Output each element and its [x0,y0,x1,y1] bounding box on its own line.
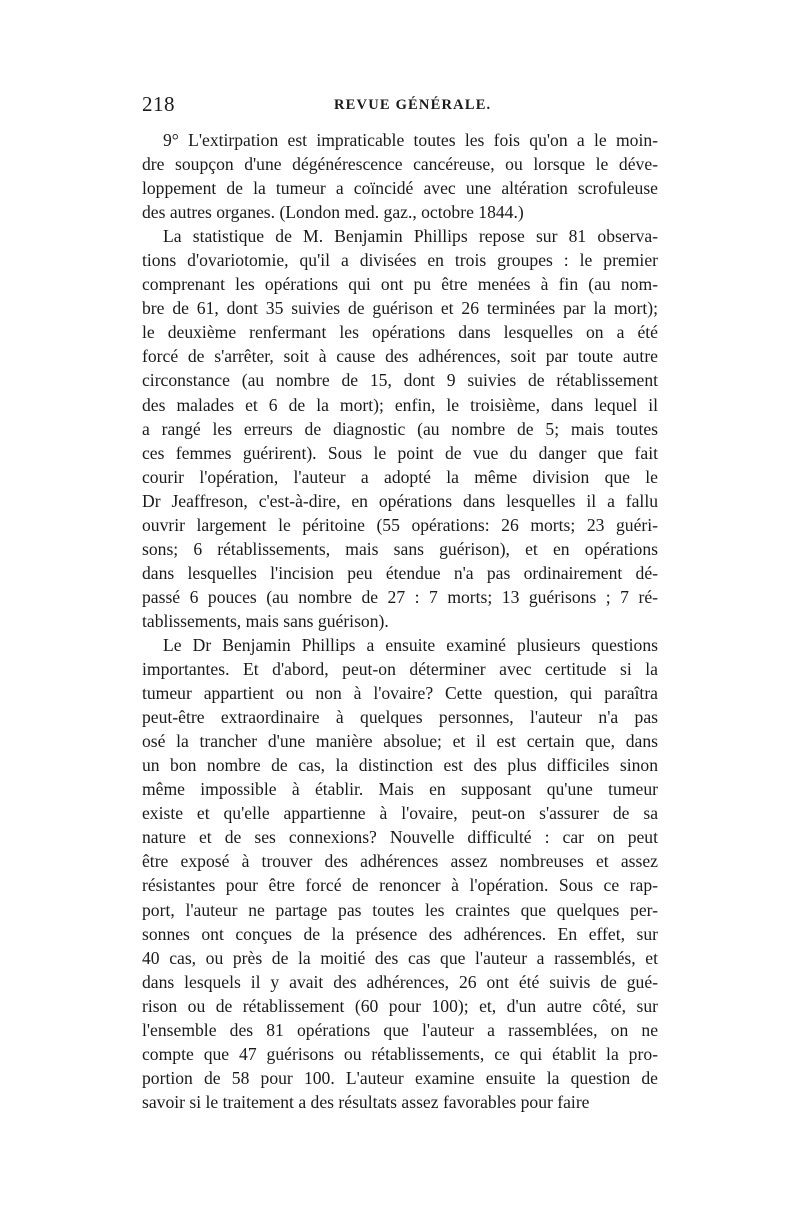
text-line: des autres organes. (London med. gaz., octobre 1844.) [142,202,524,223]
text-line: ces femmes guérirent). Sous le point de vue du danger que fait [142,442,658,463]
paragraph [142,633,658,1114]
text-line: forcé de s'arrêter, soit à cause des adhérences, soit par toute autre [142,346,658,367]
text-line: existe et qu'elle appartienne à l'ovaire, peut-on s'assurer de sa [142,803,658,824]
running-head: REVUE GÉNÉRALE. [334,97,492,113]
text-line: a rangé les erreurs de diagnostic (au nombre de 5; mais toutes [142,418,658,439]
text-line: osé la trancher d'une manière absolue; et il est certain que, dans [142,731,658,752]
text-line: port, l'auteur ne partage pas toutes les craintes que quelques per- [142,899,658,920]
text-line: comprenant les opérations qui ont pu être menées à fin (au nom- [142,274,658,295]
text-line: résistantes pour être forcé de renoncer à l'opération. Sous ce rap- [142,875,658,896]
text-line: des malades et 6 de la mort); enfin, le troisième, dans lequel il [142,394,658,415]
text-line: tions d'ovariotomie, qu'il a divisées en trois groupes : le premier [142,250,658,271]
text-line: Dr Jeaffreson, c'est-à-dire, en opérations dans lesquelles il a fallu [142,490,658,511]
text-line: tablissements, mais sans guérison). [142,610,389,631]
text-line: tumeur appartient ou non à l'ovaire? Cette question, qui paraîtra [142,683,658,704]
text-line: ouvrir largement le péritoine (55 opérations: 26 morts; 23 guéri- [142,514,658,535]
text-line: Le Dr Benjamin Phillips a ensuite examiné plusieurs questions [163,634,658,655]
paragraph [142,224,658,633]
body-text [142,128,658,1114]
text-line: courir l'opération, l'auteur a adopté la même division que le [142,466,658,487]
text-line: dre soupçon d'une dégénérescence cancéreuse, ou lorsque le déve- [142,154,658,175]
text-line: être exposé à trouver des adhérences assez nombreuses et assez [142,851,658,872]
text-line: sonnes ont conçues de la présence des adhérences. En effet, sur [142,923,658,944]
text-line: l'ensemble des 81 opérations que l'auteur a rassemblées, on ne [142,1019,658,1040]
text-line: sons; 6 rétablissements, mais sans guérison), et en opérations [142,538,658,559]
text-line: même impossible à établir. Mais en supposant qu'une tumeur [142,779,658,800]
paragraph [142,128,658,224]
text-line: le deuxième renfermant les opérations dans lesquelles on a été [142,322,658,343]
text-line: dans lesquels il y avait des adhérences, 26 ont été suivis de gué- [142,971,658,992]
text-line: La statistique de M. Benjamin Phillips repose sur 81 observa- [163,226,658,247]
text-line: portion de 58 pour 100. L'auteur examine ensuite la question de [142,1067,658,1088]
text-line: nature et de ses connexions? Nouvelle difficulté : car on peut [142,827,658,848]
text-line: savoir si le traitement a des résultats assez favorables pour faire [142,1091,590,1112]
text-line: rison ou de rétablissement (60 pour 100); et, d'un autre côté, sur [142,995,658,1016]
text-line: peut-être extraordinaire à quelques personnes, l'auteur n'a pas [142,707,658,728]
text-line: circonstance (au nombre de 15, dont 9 suivies de rétablissement [142,370,658,391]
text-line: 40 cas, ou près de la moitié des cas que l'auteur a rassemblés, et [142,947,658,968]
text-line: bre de 61, dont 35 suivies de guérison et 26 terminées par la mort); [142,298,658,319]
text-line: dans lesquelles l'incision peu étendue n'a pas ordinairement dé- [142,562,658,583]
text-line: compte que 47 guérisons ou rétablissements, ce qui établit la pro- [142,1043,658,1064]
text-line: 9° L'extirpation est impraticable toutes les fois qu'on a le moin- [163,130,658,150]
page-header [142,92,658,122]
text-line: passé 6 pouces (au nombre de 27 : 7 morts; 13 guérisons ; 7 ré- [142,586,658,607]
text-line: importantes. Et d'abord, peut-on déterminer avec certitude si la [142,659,658,680]
text-line: un bon nombre de cas, la distinction est des plus difficiles sinon [142,755,658,776]
text-line: loppement de la tumeur a coïncidé avec une altération scrofuleuse [142,178,658,199]
page-number: 218 [142,92,175,116]
